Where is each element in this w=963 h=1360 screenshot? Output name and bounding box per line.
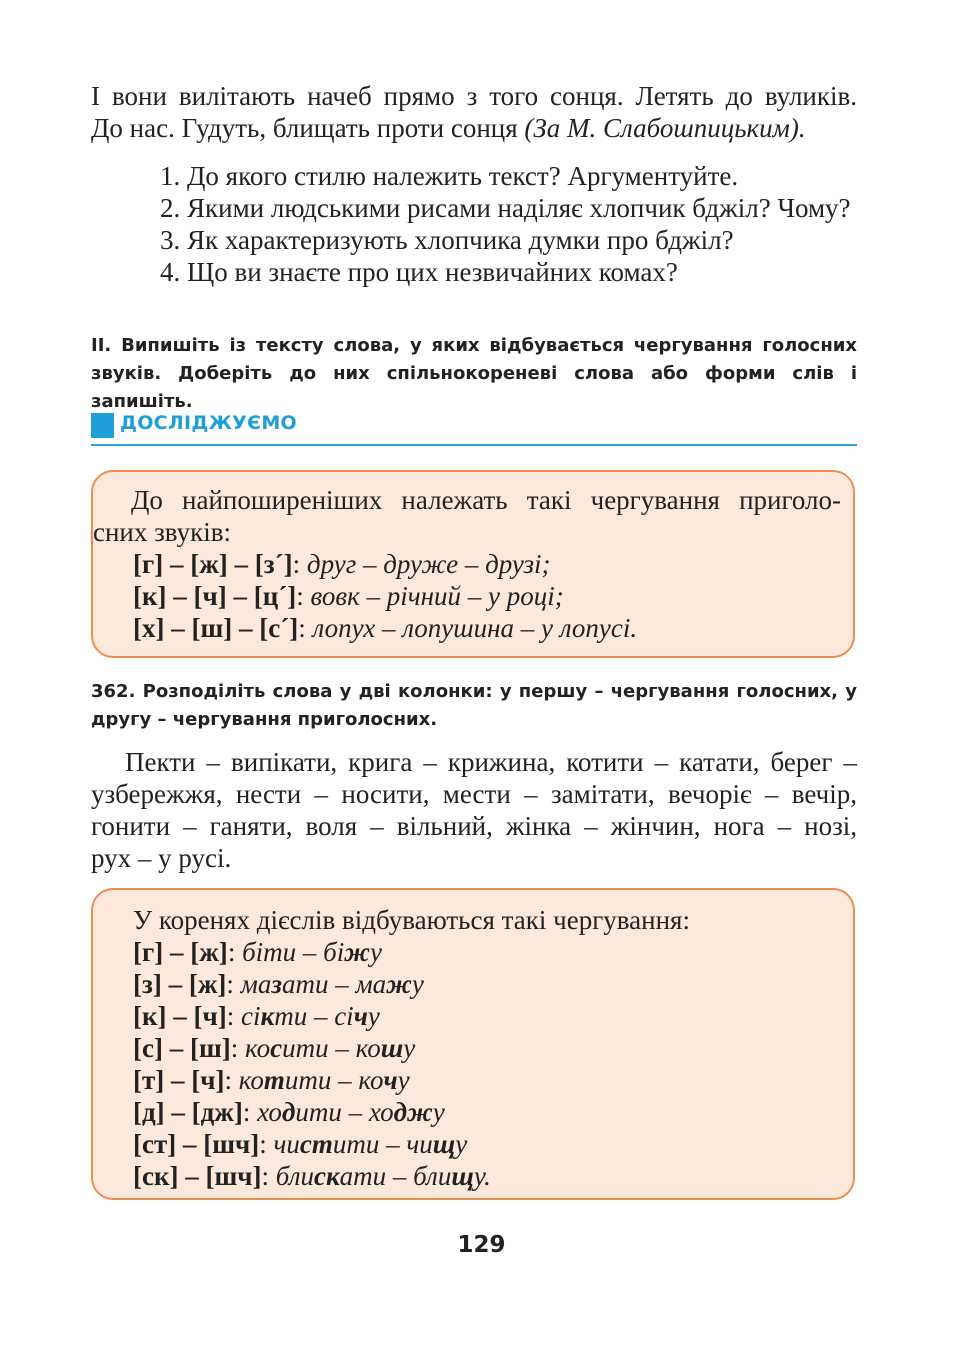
alternation-row: [х] – [ш] – [с´]: лопух – лопушина – у лопусі. <box>133 613 638 643</box>
alternation-pattern: [г] – [ж] – [з´] <box>133 549 293 579</box>
alternation-pattern: [ск] – [шч] <box>133 1161 262 1191</box>
word-fragment: у <box>432 1097 445 1127</box>
word-fragment: у <box>367 1001 380 1031</box>
alternation-pattern: [ст] – [шч] <box>133 1129 260 1159</box>
word-fragment: у. <box>473 1161 491 1191</box>
alternating-letters: т <box>263 1065 285 1095</box>
alternation-row: [ст] – [шч]: чистити – чищу <box>133 1129 468 1159</box>
intro-paragraph <box>91 80 857 144</box>
word-fragment: бі <box>242 937 264 967</box>
word-fragment: ти – сі <box>274 1001 354 1031</box>
alternation-example <box>241 1001 380 1031</box>
alternation-example <box>242 937 382 967</box>
alternating-letters: щ <box>451 1161 474 1191</box>
alternation-examples: лопух – лопушина – у лопусі. <box>312 613 638 643</box>
word-fragment: у <box>397 1065 410 1095</box>
alternation-row: [з] – [ж]: мазати – мажу <box>133 969 424 999</box>
alternating-letters: с <box>270 1033 283 1063</box>
alternating-letters: ж <box>386 969 412 999</box>
word-pairs-line: Пекти – випікати, крига – крижина, котити – катати, берег – <box>125 747 857 777</box>
section-heading <box>91 410 857 446</box>
alternation-pattern: [д] – [дж] <box>133 1097 243 1127</box>
word-pairs-line: рух – у русі. <box>91 843 232 873</box>
intro-line-1: І вони вилітають начеб прямо з того сонця. Летять до вуликів. <box>91 81 857 111</box>
section-heading-label: ДОСЛІДЖУЄМО <box>120 412 297 434</box>
question-item <box>160 256 857 288</box>
heading-square-icon <box>91 413 114 438</box>
box2-intro: У коренях дієслів відбуваються такі чергування: <box>133 905 690 935</box>
question-number: 2. <box>160 193 181 223</box>
box1-intro-line-2: сних звуків: <box>93 517 231 547</box>
alternating-letters: ш <box>380 1033 404 1063</box>
word-fragment: ити – ко <box>284 1065 384 1095</box>
alternation-row: [г] – [ж]: біти – біжу <box>133 937 382 967</box>
question-item <box>160 160 857 192</box>
alternating-letters: ск <box>313 1161 340 1191</box>
alternation-pattern: [к] – [ч] <box>133 1001 227 1031</box>
box2-rows <box>133 936 690 1192</box>
box1-intro-line-1: До найпоширеніших належать такі чергування приголо- <box>131 485 841 515</box>
question-item <box>160 192 857 224</box>
word-fragment: у <box>369 937 382 967</box>
intro-text: До нас. Гудуть, блищать проти сонця <box>91 113 525 143</box>
alternation-examples: вовк – річний – у році; <box>310 581 564 611</box>
alternation-row: [к] – [ч] – [ц´]: вовк – річний – у році; <box>133 581 564 611</box>
consonant-alternation-box <box>91 470 855 658</box>
alternation-example <box>257 1097 445 1127</box>
alternation-pattern: [г] – [ж] <box>133 937 228 967</box>
word-fragment: бли <box>275 1161 314 1191</box>
word-fragment: у <box>403 1033 416 1063</box>
word-fragment: ити – ко <box>282 1033 381 1063</box>
alternation-example <box>276 1161 491 1191</box>
task-362-instructions: 362. Розподіліть слова у дві колонки: у першу – чергування голосних, у другу – чергування приголосних. <box>91 681 857 730</box>
alternating-letters: дж <box>393 1097 433 1127</box>
alternation-examples: друг – друже – друзі; <box>306 549 551 579</box>
word-fragment: ити – хо <box>295 1097 394 1127</box>
alternating-letters: к <box>260 1001 275 1031</box>
alternation-pattern: [к] – [ч] – [ц´] <box>133 581 297 611</box>
question-item <box>160 224 857 256</box>
verb-root-alternation-box <box>91 888 855 1200</box>
word-fragment: ати – бли <box>339 1161 452 1191</box>
alternation-example <box>239 1065 410 1095</box>
alternation-example <box>241 969 424 999</box>
question-number: 4. <box>160 257 181 287</box>
question-text: До якого стилю належить текст? Аргументуйте. <box>187 161 739 191</box>
word-fragment: ти – бі <box>263 937 345 967</box>
word-fragment: ко <box>238 1065 264 1095</box>
word-fragment: хо <box>257 1097 282 1127</box>
word-pairs-line: узбережжя, нести – носити, мести – замітати, вечоріє – вечір, <box>91 779 857 809</box>
alternation-pattern: [т] – [ч] <box>133 1065 225 1095</box>
word-fragment: чи <box>273 1129 300 1159</box>
word-fragment: ити – чи <box>332 1129 433 1159</box>
word-fragment: у <box>455 1129 468 1159</box>
alternation-row: [т] – [ч]: котити – кочу <box>133 1065 410 1095</box>
alternating-letters: з <box>271 969 282 999</box>
word-fragment: сі <box>241 1001 261 1031</box>
alternating-letters: щ <box>432 1129 456 1159</box>
question-text: Що ви знаєте про цих незвичайних комах? <box>187 257 678 287</box>
question-list <box>160 160 857 288</box>
word-fragment: ати – ма <box>281 969 387 999</box>
alternation-pattern: [с] – [ш] <box>133 1033 231 1063</box>
intro-source: (За М. Слабошпицьким). <box>524 113 806 143</box>
alternating-letters: ч <box>383 1065 398 1095</box>
alternation-pattern: [х] – [ш] – [с´] <box>133 613 299 643</box>
alternating-letters: ж <box>344 937 370 967</box>
alternation-example <box>245 1033 415 1063</box>
word-fragment: у <box>411 969 424 999</box>
alternation-row: [к] – [ч]: сікти – січу <box>133 1001 380 1031</box>
task-2-instructions: II. Випишіть із тексту слова, у яких відбувається чергування голосних звуків. Доберіть до них спільнокореневі слова або форми слів і запишіть. <box>91 335 857 412</box>
word-fragment: ко <box>245 1033 271 1063</box>
page-number: 129 <box>457 1232 506 1258</box>
alternating-letters: ч <box>353 1001 368 1031</box>
word-pairs-paragraph <box>91 746 857 874</box>
alternation-example <box>274 1129 468 1159</box>
word-pairs-line: гонити – ганяти, воля – вільний, жінка – жінчин, нога – нозі, <box>91 811 857 841</box>
question-number: 1. <box>160 161 181 191</box>
alternation-row: [г] – [ж] – [з´]: друг – друже – друзі; <box>133 549 551 579</box>
alternation-row: [ск] – [шч]: блискати – блищу. <box>133 1161 491 1191</box>
question-number: 3. <box>160 225 181 255</box>
alternating-letters: ст <box>299 1129 333 1159</box>
alternation-row: [д] – [дж]: ходити – ходжу <box>133 1097 445 1127</box>
alternation-pattern: [з] – [ж] <box>133 969 227 999</box>
question-text: Як характеризують хлопчика думки про бджіл? <box>187 225 734 255</box>
alternation-row: [с] – [ш]: косити – кошу <box>133 1033 416 1063</box>
box1-rows <box>133 548 637 644</box>
intro-line-2 <box>91 112 857 144</box>
word-fragment: ма <box>240 969 272 999</box>
alternating-letters: д <box>281 1097 296 1127</box>
question-text: Якими людськими рисами наділяє хлопчик бджіл? Чому? <box>187 193 851 223</box>
